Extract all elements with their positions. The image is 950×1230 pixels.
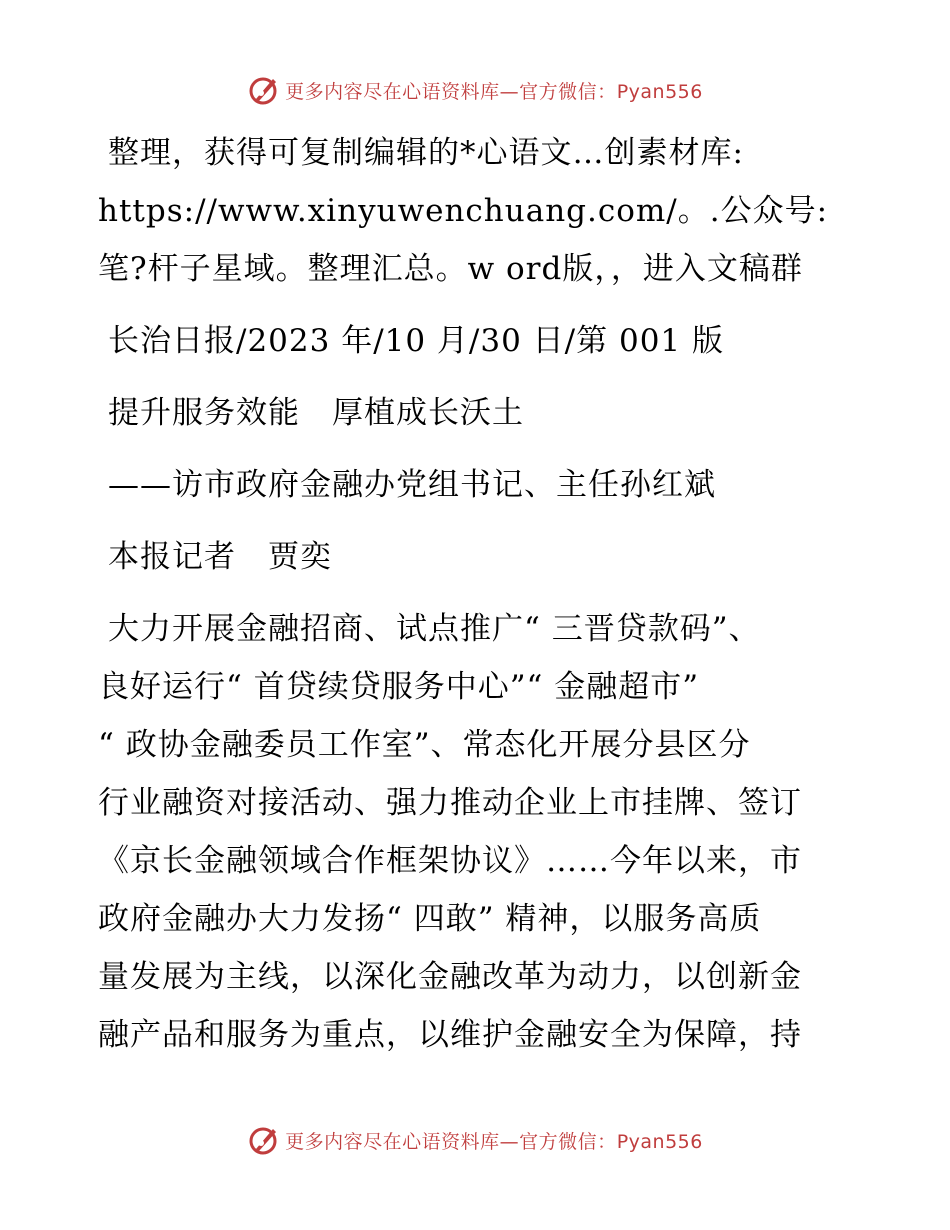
header-banner — [0, 70, 950, 110]
quill-circle-logo-icon — [247, 73, 281, 107]
footer-banner — [0, 1120, 950, 1160]
body-line: 大力开展金融招商、试点推广“ 三晋贷款码”、 — [108, 611, 761, 647]
header-banner-text — [285, 77, 703, 104]
dateline: 长治日报/2023 年/10 月/30 日/第 001 版 — [108, 323, 725, 359]
byline: 本报记者 贾奕 — [108, 539, 332, 575]
body-line: 《京长金融领域合作框架协议》……今年以来，市 — [98, 843, 802, 879]
intro-line: 笔?杆子星域。整理汇总。w ord版，，进入文稿群 — [98, 251, 803, 287]
banner-wechat-label: 官方微信： — [519, 80, 617, 103]
body-line: “ 政协金融委员工作室”、常态化开展分县区分 — [98, 727, 751, 763]
body-line: 行业融资对接活动、强力推动企业上市挂牌、签订 — [98, 785, 802, 821]
intro-line: 整理，获得可复制编辑的*心语文…创素材库: — [108, 135, 744, 171]
body-line: 量发展为主线，以深化金融改革为动力，以创新金 — [98, 959, 802, 995]
footer-banner-text — [285, 1127, 703, 1154]
banner-dash: — — [499, 1130, 520, 1153]
quill-circle-logo-icon — [247, 1123, 281, 1157]
body-line: 良好运行“ 首贷续贷服务中心”“ 金融超市” — [98, 669, 700, 705]
banner-wechat-id: Pyan556 — [616, 1130, 703, 1153]
banner-dash: — — [499, 80, 520, 103]
subheadline: ——访市政府金融办党组书记、主任孙红斌 — [108, 467, 716, 503]
banner-title: 更多内容尽在心语资料库 — [285, 1130, 500, 1153]
body-line: 融产品和服务为重点，以维护金融安全为保障，持 — [98, 1017, 802, 1053]
banner-wechat-id: Pyan556 — [616, 80, 703, 103]
headline: 提升服务效能 厚植成长沃土 — [108, 395, 524, 431]
body-line: 政府金融办大力发扬“ 四敢” 精神，以服务高质 — [98, 901, 762, 937]
banner-wechat-label: 官方微信： — [519, 1130, 617, 1153]
banner-title: 更多内容尽在心语资料库 — [285, 80, 500, 103]
intro-line: https://www.xinyuwenchuang.com/。.公众号: — [98, 193, 829, 229]
document-body — [98, 124, 858, 1064]
